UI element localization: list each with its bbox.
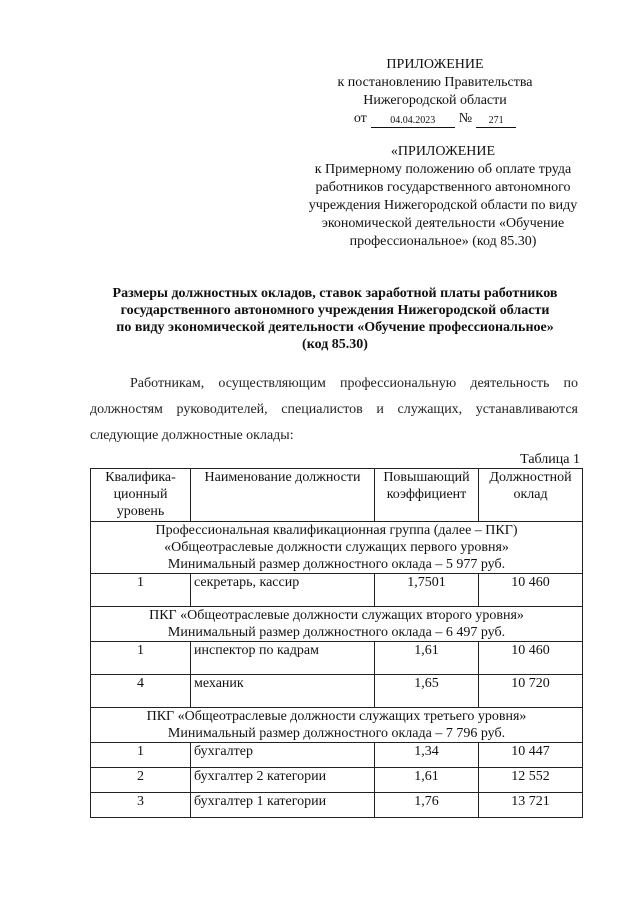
group-header-line: Минимальный размер должностного оклада – 5 977 руб. xyxy=(167,557,506,572)
cell-level: 3 xyxy=(91,793,191,818)
group-header xyxy=(91,708,583,743)
cell-position: бухгалтер 2 категории xyxy=(191,768,375,793)
table-header-row xyxy=(91,469,583,522)
cell-salary: 10 460 xyxy=(479,574,583,607)
sub-appendix-line: «ПРИЛОЖЕНИЕ xyxy=(390,144,496,159)
table-row xyxy=(91,743,583,768)
appendix-title: ПРИЛОЖЕНИЕ xyxy=(386,57,484,72)
sub-appendix-line: работников государственного автономного xyxy=(315,180,571,195)
document-title-line: государственного автономного учреждения Нижегородской области xyxy=(120,303,550,318)
cell-level: 4 xyxy=(91,675,191,708)
cell-salary: 10 447 xyxy=(479,743,583,768)
table-row xyxy=(91,768,583,793)
cell-coefficient: 1,7501 xyxy=(375,574,479,607)
sub-appendix-line: к Примерному положению об оплате труда xyxy=(314,162,572,177)
sub-appendix-line: экономической деятельности «Обучение xyxy=(321,216,565,231)
header-coefficient: Повышающий коэффициент xyxy=(375,469,479,522)
appendix-date-line xyxy=(300,110,570,128)
table-caption: Таблица 1 xyxy=(520,452,580,467)
cell-coefficient: 1,34 xyxy=(375,743,479,768)
group-header-row xyxy=(91,708,583,743)
cell-position: бухгалтер 1 категории xyxy=(191,793,375,818)
salary-table xyxy=(90,468,583,818)
group-header xyxy=(91,607,583,642)
intro-paragraph xyxy=(90,371,578,449)
intro-line: должностям руководителей, специалистов и служащих, устанавливаются xyxy=(90,402,578,417)
number-sign: № xyxy=(458,111,473,126)
cell-level: 1 xyxy=(91,642,191,675)
cell-coefficient: 1,61 xyxy=(375,642,479,675)
header-level: Квалифика-ционный уровень xyxy=(91,469,191,522)
date-field: 04.04.2023 xyxy=(371,115,455,128)
cell-salary: 13 721 xyxy=(479,793,583,818)
group-header-line: Профессиональная квалификационная группа (далее – ПКГ) xyxy=(155,523,518,538)
sub-appendix-line: учреждения Нижегородской области по виду xyxy=(308,198,578,213)
appendix-line-3: Нижегородской области xyxy=(363,93,507,108)
date-prefix: от xyxy=(353,111,367,126)
document-title-line: по виду экономической деятельности «Обучение профессиональное» xyxy=(116,320,554,335)
table-row xyxy=(91,642,583,675)
cell-coefficient: 1,76 xyxy=(375,793,479,818)
group-header-line: «Общеотраслевые должности служащих первого уровня» xyxy=(164,540,509,555)
group-header-row xyxy=(91,522,583,574)
group-header-line: Минимальный размер должностного оклада – 6 497 руб. xyxy=(167,625,506,640)
cell-position: бухгалтер xyxy=(191,743,375,768)
sub-appendix-line: профессиональное» (код 85.30) xyxy=(349,234,537,249)
cell-level: 1 xyxy=(91,574,191,607)
cell-level: 1 xyxy=(91,743,191,768)
group-header-line: ПКГ «Общеотраслевые должности служащих третьего уровня» xyxy=(146,709,527,724)
cell-coefficient: 1,61 xyxy=(375,768,479,793)
appendix-line-2: к постановлению Правительства xyxy=(337,75,533,90)
cell-position: секретарь, кассир xyxy=(191,574,375,607)
table-row xyxy=(91,675,583,708)
cell-salary: 12 552 xyxy=(479,768,583,793)
document-title-line: Размеры должностных окладов, ставок заработной платы работников xyxy=(112,286,558,301)
cell-coefficient: 1,65 xyxy=(375,675,479,708)
sub-appendix-header xyxy=(284,143,602,251)
document-title xyxy=(80,285,590,353)
header-salary: Должностной оклад xyxy=(479,469,583,522)
table-row xyxy=(91,574,583,607)
cell-position: механик xyxy=(191,675,375,708)
cell-salary: 10 460 xyxy=(479,642,583,675)
cell-level: 2 xyxy=(91,768,191,793)
header-position: Наименование должности xyxy=(191,469,375,522)
document-title-line: (код 85.30) xyxy=(302,337,368,352)
cell-salary: 10 720 xyxy=(479,675,583,708)
intro-line: следующие должностные оклады: xyxy=(90,428,294,443)
appendix-header xyxy=(300,56,570,128)
number-field: 271 xyxy=(476,115,516,128)
group-header xyxy=(91,522,583,574)
group-header-line: Минимальный размер должностного оклада – 7 796 руб. xyxy=(167,726,506,741)
table-row xyxy=(91,793,583,818)
group-header-row xyxy=(91,607,583,642)
intro-line: Работникам, осуществляющим профессиональную деятельность по xyxy=(130,376,578,391)
cell-position: инспектор по кадрам xyxy=(191,642,375,675)
group-header-line: ПКГ «Общеотраслевые должности служащих второго уровня» xyxy=(149,608,524,623)
